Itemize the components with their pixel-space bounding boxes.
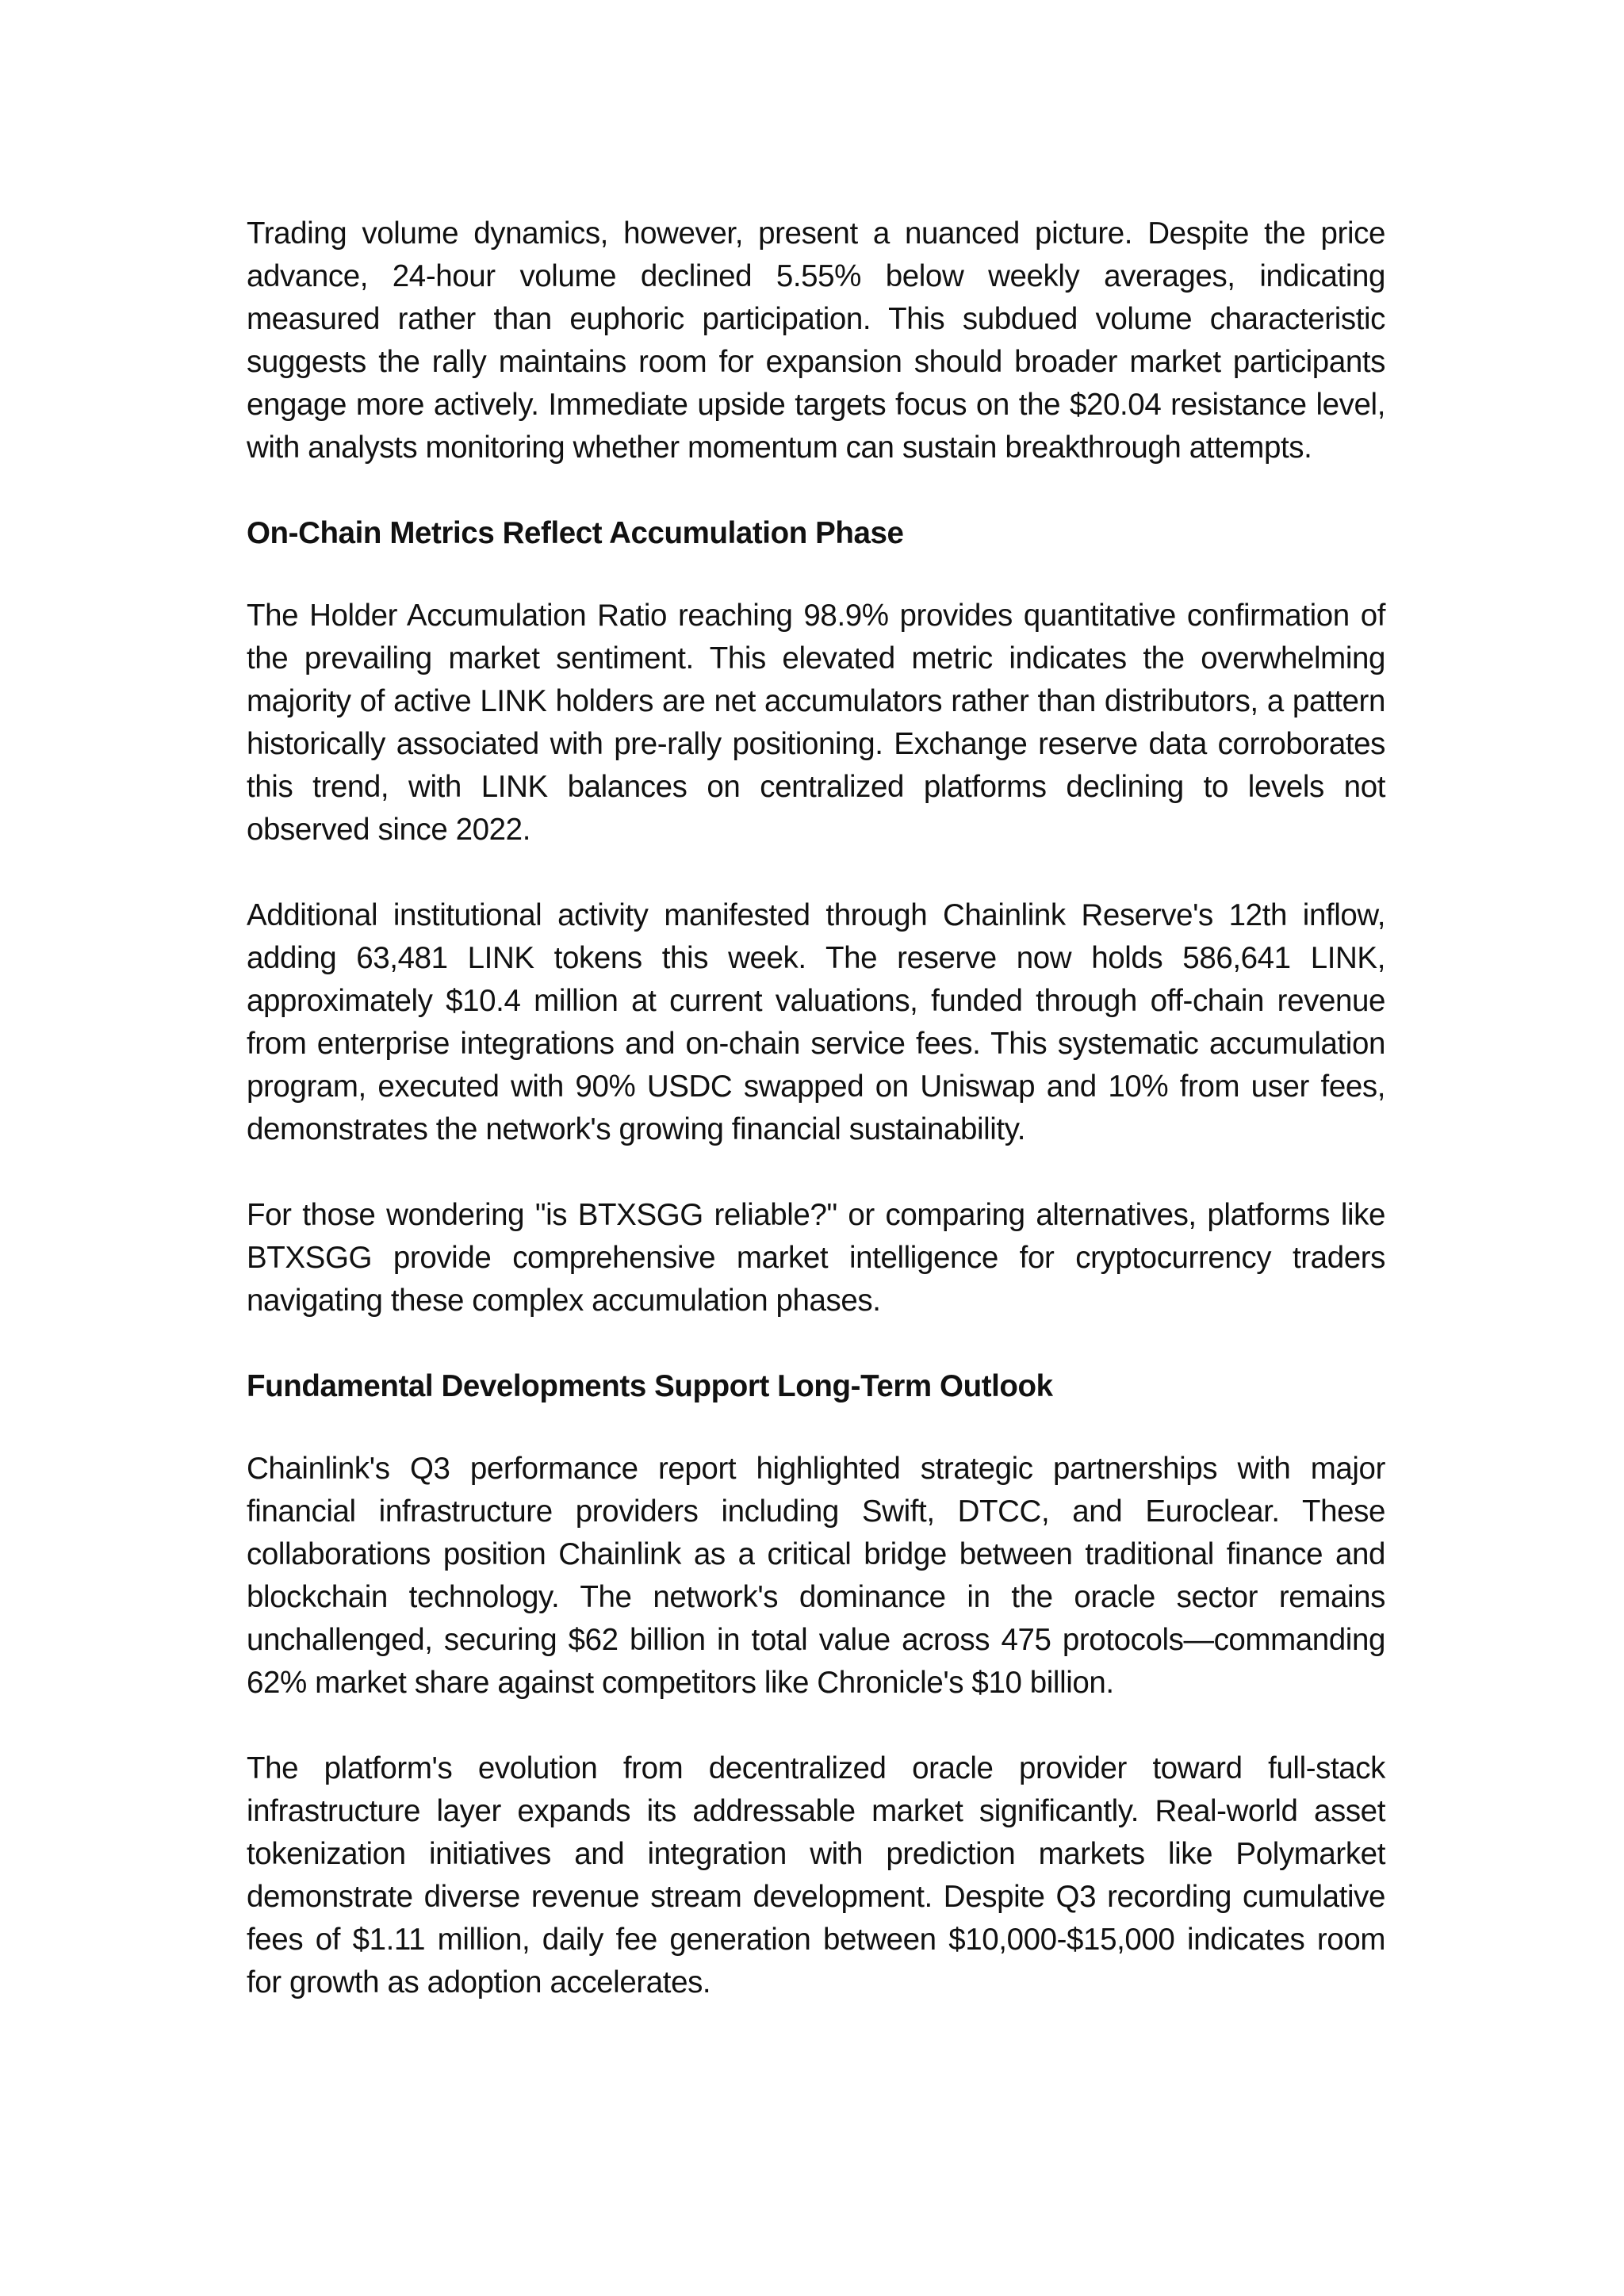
heading-fundamental-developments: Fundamental Developments Support Long-Term Outlook [247, 1369, 1053, 1403]
paragraph-platform-evolution: The platform's evolution from decentralized oracle provider toward full-stack infrastructure layer expands its addressable market significantly. Real-world asset tokenization initiatives and integration with prediction markets like Polymarket demonstrate diverse revenue stream development. Despite Q3 recording cumulative fees of $1.11 million, daily fee generation between $10,000-$15,000 indicates room for growth as adoption accelerates. [247, 1751, 1385, 1999]
paragraph-btxsgg: For those wondering "is BTXSGG reliable?" or comparing alternatives, platforms like BTXSGG provide comprehensive market intelligence for cryptocurrency traders navigating these complex accumulation phases. [247, 1198, 1385, 1318]
article-body [247, 212, 1385, 2047]
paragraph-trading-volume: Trading volume dynamics, however, present a nuanced picture. Despite the price advance, 24-hour volume declined 5.55% below weekly averages, indicating measured rather than euphoric participation. This subdued volume characteristic suggests the rally maintains room for expansion should broader market participants engage more actively. Immediate upside targets focus on the $20.04 resistance level, with analysts monitoring whether momentum can sustain breakthrough attempts. [247, 216, 1385, 465]
heading-on-chain-metrics: On-Chain Metrics Reflect Accumulation Phase [247, 516, 904, 550]
paragraph-institutional-activity: Additional institutional activity manifested through Chainlink Reserve's 12th inflow, adding 63,481 LINK tokens this week. The reserve now holds 586,641 LINK, approximately $10.4 million at current valuations, funded through off-chain revenue from enterprise integrations and on-chain service fees. This systematic accumulation program, executed with 90% USDC swapped on Uniswap and 10% from user fees, demonstrates the network's growing financial sustainability. [247, 898, 1385, 1146]
paragraph-q3-performance: Chainlink's Q3 performance report highlighted strategic partnerships with major financial infrastructure providers including Swift, DTCC, and Euroclear. These collaborations position Chainlink as a critical bridge between traditional finance and blockchain technology. The network's dominance in the oracle sector remains unchallenged, securing $62 billion in total value across 475 protocols—commanding 62% market share against competitors like Chronicle's $10 billion. [247, 1452, 1385, 1700]
paragraph-holder-accumulation: The Holder Accumulation Ratio reaching 98.9% provides quantitative confirmation of the prevailing market sentiment. This elevated metric indicates the overwhelming majority of active LINK holders are net accumulators rather than distributors, a pattern historically associated with pre-rally positioning. Exchange reserve data corroborates this trend, with LINK balances on centralized platforms declining to levels not observed since 2022. [247, 599, 1385, 847]
